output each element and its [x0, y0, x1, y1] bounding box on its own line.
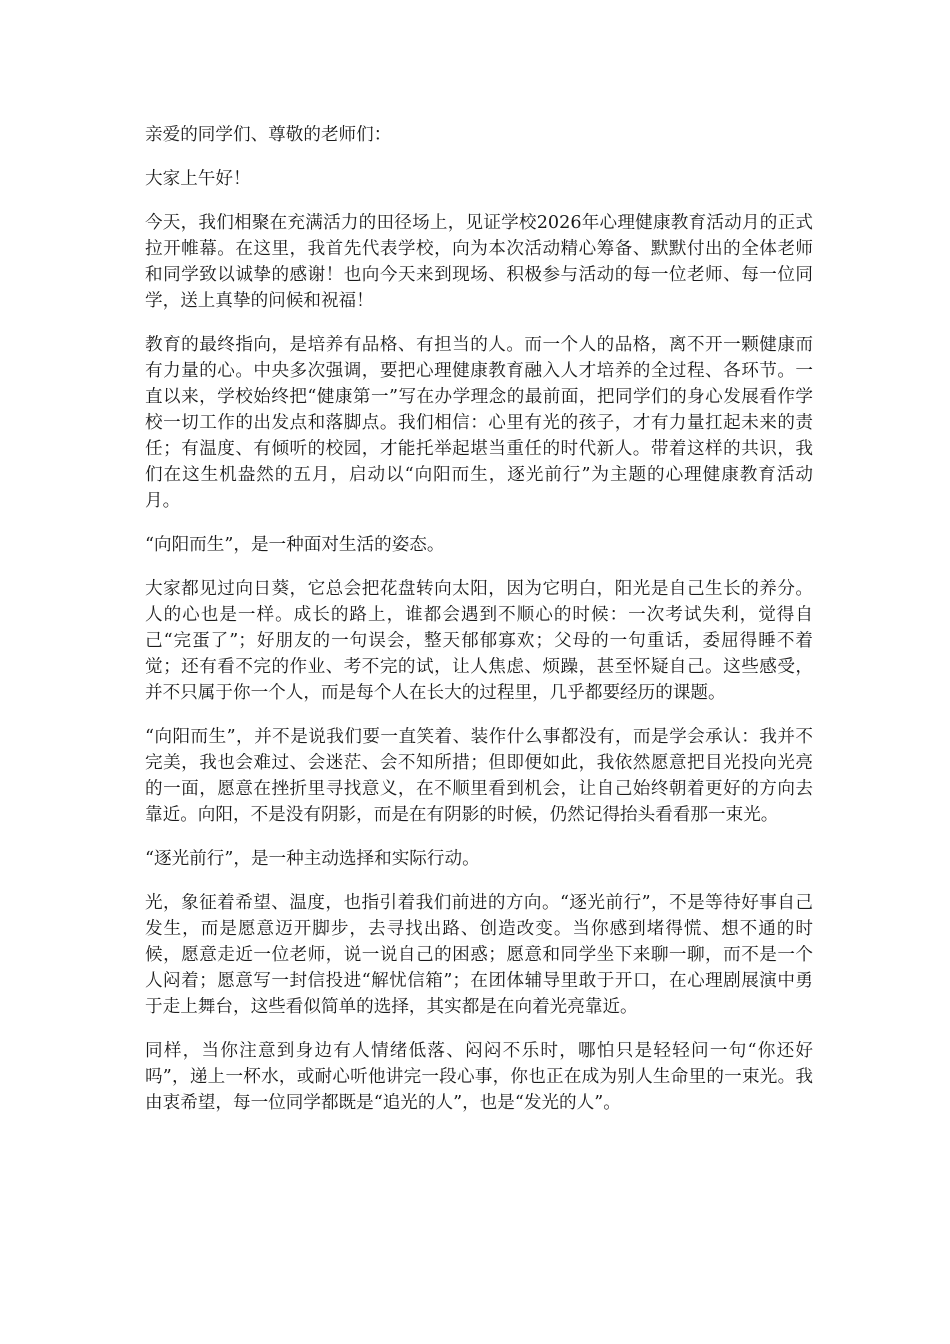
paragraph-light: 光，象征着希望、温度，也指引着我们前进的方向。“逐光前行”，不是等待好事自己发生，而是愿意迈开脚步，去寻找出路、创造改变。当你感到堵得慌、想不通的时候，愿意走近一位老师，说一说自己的困惑；愿意和同学坐下来聊一聊，而不是一个人闷着；愿意写一封信投进“解忧信箱”；在团体辅导里敢于开口，在心理剧展演中勇于走上舞台，这些看似简单的选择，其实都是在向着光亮靠近。 — [145, 893, 813, 1017]
paragraph-heading-sunward: “向阳而生”，是一种面对生活的姿态。 — [145, 535, 445, 555]
paragraph-be-light: 同样，当你注意到身边有人情绪低落、闷闷不乐时，哪怕只是轻轻问一句“你还好吗”，递上一杯水，或耐心听他讲完一段心事，你也正在成为别人生命里的一束光。我由衷希望，每一位同学都既是“追光的人”，也是“发光的人”。 — [145, 1041, 813, 1113]
paragraph-education: 教育的最终指向，是培养有品格、有担当的人。而一个人的品格，离不开一颗健康而有力量的心。中央多次强调，要把心理健康教育融入人才培养的全过程、各环节。一直以来，学校始终把“健康第一”写在办学理念的最前面，把同学们的身心发展看作学校一切工作的出发点和落脚点。我们相信：心里有光的孩子，才有力量扛起未来的责任；有温度、有倾听的校园，才能托举起堪当重任的时代新人。带着这样的共识，我们在这生机盎然的五月，启动以“向阳而生，逐光前行”为主题的心理健康教育活动月。 — [145, 335, 813, 511]
salutation: 亲爱的同学们、尊敬的老师们： — [145, 125, 392, 145]
paragraph-opening: 今天，我们相聚在充满活力的田径场上，见证学校2026年心理健康教育活动月的正式拉开帷幕。在这里，我首先代表学校，向为本次活动精心筹备、默默付出的全体老师和同学致以诚挚的感谢！也向今天来到现场、积极参与活动的每一位老师、每一位同学，送上真挚的问候和祝福！ — [145, 213, 813, 311]
greeting: 大家上午好！ — [145, 169, 251, 189]
paragraph-heading-chase-light: “逐光前行”，是一种主动选择和实际行动。 — [145, 849, 480, 869]
speech-document — [145, 122, 813, 1134]
paragraph-sunward-meaning: “向阳而生”，并不是说我们要一直笑着、装作什么事都没有，而是学会承认：我并不完美，我也会难过、会迷茫、会不知所措；但即便如此，我依然愿意把目光投向光亮的一面，愿意在挫折里寻找意义，在不顺里看到机会，让自己始终朝着更好的方向去靠近。向阳，不是没有阴影，而是在有阴影的时候，仍然记得抬头看看那一束光。 — [145, 727, 813, 825]
paragraph-sunflower: 大家都见过向日葵，它总会把花盘转向太阳，因为它明白，阳光是自己生长的养分。人的心也是一样。成长的路上，谁都会遇到不顺心的时候：一次考试失利，觉得自己“完蛋了”；好朋友的一句误会，整天郁郁寡欢；父母的一句重话，委屈得睡不着觉；还有看不完的作业、考不完的试，让人焦虑、烦躁，甚至怀疑自己。这些感受，并不只属于你一个人，而是每个人在长大的过程里，几乎都要经历的课题。 — [145, 579, 813, 703]
